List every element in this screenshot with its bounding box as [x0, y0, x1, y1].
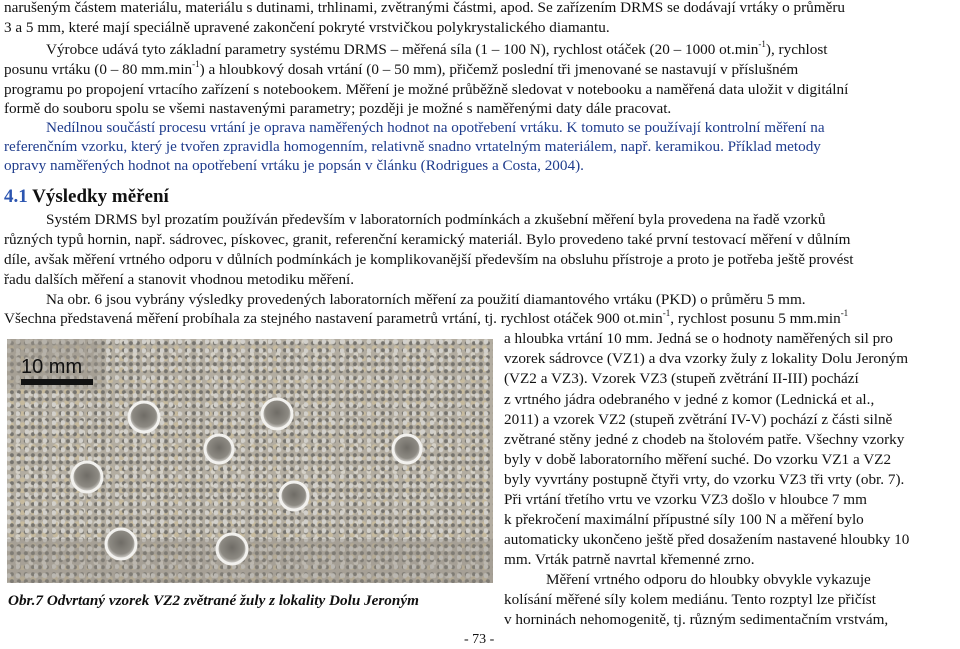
scale-label: 10 mm — [21, 356, 83, 378]
text-line — [46, 290, 806, 310]
line-text: posunu vrtáku (0 – 80 mm.min — [4, 61, 193, 78]
text-line — [46, 118, 825, 138]
line-text: Výrobce udává tyto základní parametry systému DRMS – měřená síla (1 – 100 N), rychlost otáček (20 – 1000 ot.min — [46, 41, 759, 58]
text-line: kolísání měřené síly kolem mediánu. Tento rozptyl lze přičíst — [504, 591, 876, 608]
line-text: programu po propojení vrtacího zařízení s notebookem. Měření je možné průběžně sledovat v notebooku a naměřená data uložit v digitální — [4, 81, 849, 98]
line-text: Všechna představená měření probíhala za stejného nastavení parametrů vrtání, tj. rychlost otáček 900 ot.min — [4, 310, 663, 327]
text-line: byly v době laboratorního měření suché. Do vzorku VZ1 a VZ2 — [504, 451, 892, 468]
text-line — [4, 156, 584, 176]
line-text: Systém DRMS byl prozatím používán především v laboratorních podmínkách a zkušební měření byla provedena na řadě vzorků — [46, 211, 826, 228]
line-text: ), rychlost — [765, 41, 828, 58]
page-number: - 73 - — [464, 632, 495, 647]
text-line — [4, 0, 845, 18]
text-line: Při vrtání třetího vrtu ve vzorku VZ3 došlo v hloubce 7 mm — [504, 491, 867, 508]
text-line: mm. Vrták patrně navrtal křemenné zrno. — [504, 551, 755, 568]
text-line: byly vyvrtány postupně čtyři vrty, do vzorku VZ3 tři vrty (obr. 7). — [504, 471, 905, 488]
line-text: opravy naměřených hodnot na opotřebení vrtáku je popsán v článku (Rodrigues a Costa, 2004). — [4, 157, 584, 174]
text-line — [4, 309, 848, 329]
line-text: referenčním vzorku, který je tvořen zpravidla homogenním, relativně snadno vrtatelným materiálem, např. keramikou. Příklad metody — [4, 138, 821, 155]
superscript: -1 — [192, 59, 200, 69]
text-line — [4, 99, 671, 119]
superscript: -1 — [840, 308, 849, 318]
superscript: -1 — [758, 39, 766, 49]
text-line: 2011) a vzorek VZ2 (stupeň zvětrání IV-V) pochází z části silně — [504, 411, 893, 428]
text-line — [4, 137, 821, 157]
text-line — [4, 60, 798, 80]
line-text: řadu dalších měření a stanovit vhodnou metodiku měření. — [4, 271, 355, 288]
line-text: různých typů hornin, např. sádrovec, pískovec, granit, referenční keramický materiál. Bylo provedeno také první testovací měření v důlním — [4, 231, 851, 248]
text-line — [4, 80, 848, 100]
text-line — [4, 18, 610, 38]
figure-caption: Obr.7 Odvrtaný vzorek VZ2 zvětrané žuly z lokality Dolu Jeroným — [8, 592, 419, 609]
text-line: (VZ2 a VZ3). Vzorek VZ3 (stupeň zvětrání II-III) pochází — [504, 370, 859, 387]
line-text: díle, avšak měření vrtného odporu v důlních podmínkách je komplikovanější především na obsluhu přístroje a proto je potřeba ještě provést — [4, 251, 854, 268]
text-line: v horninách nehomogenitě, tj. různým sedimentačním vrstvám, — [504, 611, 889, 628]
text-line — [46, 210, 825, 230]
scale-bar — [21, 379, 93, 385]
text-line: zvětrané stěny jedné z chodeb na štolovém patře. Všechny vzorky — [504, 431, 905, 448]
line-text: Na obr. 6 jsou vybrány výsledky provedených laboratorních měření za použití diamantového vrtáku (PKD) o průměru 5 mm. — [46, 291, 806, 308]
text-line: k překročení maximální přípustné síly 100 N a měření bylo — [504, 511, 864, 528]
text-line: Měření vrtného odporu do hloubky obvykle vykazuje — [546, 571, 871, 588]
text-line — [46, 40, 827, 60]
line-text: formě do souboru spolu se všemi nastavenými parametry; později je možné s naměřenými daty dále pracovat. — [4, 100, 672, 117]
rock-sample-photo — [7, 339, 493, 583]
superscript: -1 — [662, 308, 671, 318]
text-line: vzorek sádrovce (VZ1) a dva vzorky žuly z lokality Dolu Jeroným — [504, 350, 909, 367]
text-line: automaticky ukončeno ještě před dosažením nastavené hloubky 10 — [504, 531, 910, 548]
text-line — [4, 270, 354, 290]
line-text: , rychlost posunu 5 mm.min — [670, 310, 841, 327]
line-text: Nedílnou součástí procesu vrtání je oprava naměřených hodnot na opotřebení vrtáku. K tomuto se používají kontrolní měření na — [46, 119, 825, 136]
text-line: z vrtného jádra odebraného v jedné z komor (Lednická et al., — [504, 391, 875, 408]
section-heading — [4, 186, 169, 208]
line-text: ) a hloubkový dosah vrtání (0 – 50 mm), přičemž poslední tři jmenované se nastavují v příslušném — [199, 61, 799, 78]
section-title: Výsledky měření — [27, 186, 169, 207]
text-line — [4, 250, 853, 270]
text-line: a hloubka vrtání 10 mm. Jedná se o hodnoty naměřených sil pro — [504, 330, 893, 347]
section-number: 4.1 — [4, 186, 28, 207]
line-text: 3 a 5 mm, které mají speciálně upravené zakončení pokryté vrstvičkou polykrystalického diamantu. — [4, 19, 610, 36]
text-line — [4, 230, 850, 250]
line-text: narušeným částem materiálu, materiálu s dutinami, trhlinami, zvětranými částmi, apod. Se zařízením DRMS se dodávají vrtáky o průměru — [4, 0, 845, 16]
